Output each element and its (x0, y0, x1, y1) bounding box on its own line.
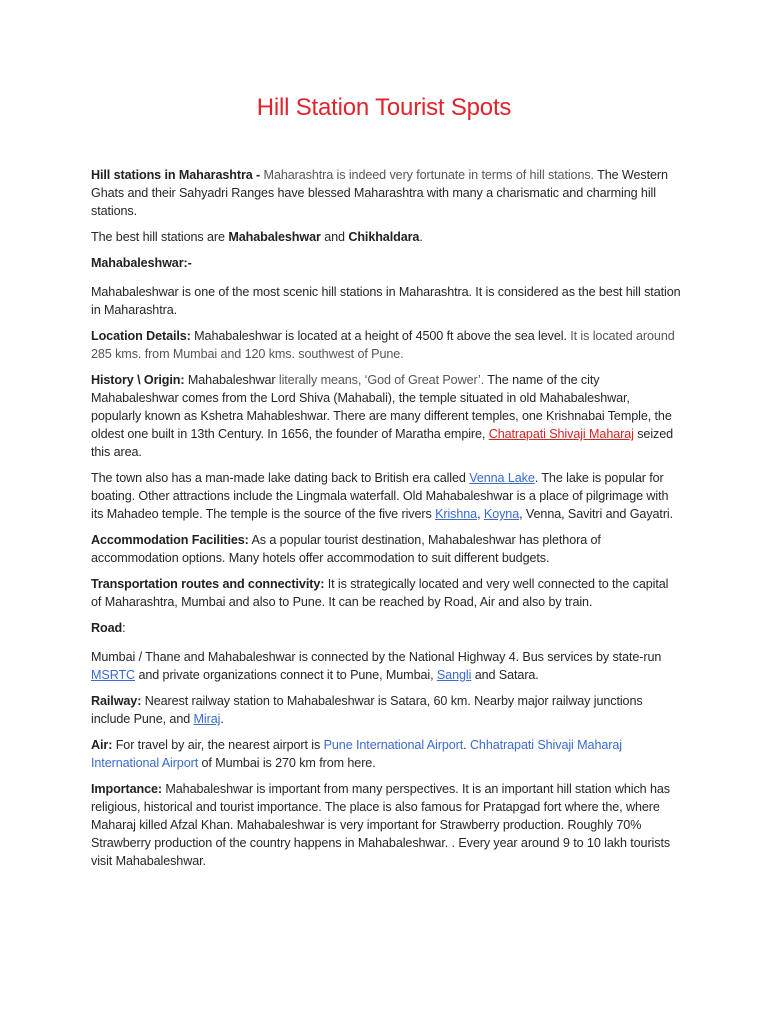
paragraph-location (91, 327, 681, 363)
text-transport: It is strategically located and very well connected to the capital of Maharashtra, Mumbai and also to Pune. It can be reached by Road, Air and also by train. (91, 577, 669, 609)
heading-road (91, 619, 681, 637)
paragraph-accommodation (91, 531, 681, 567)
label-accommodation: Accommodation Facilities: (91, 533, 249, 547)
paragraph-importance (91, 780, 681, 870)
heading-road-text: Road (91, 621, 123, 635)
label-hill-stations: Hill stations in Maharashtra - (91, 168, 261, 182)
link-msrtc[interactable]: MSRTC (91, 668, 136, 682)
text-air-3: of Mumbai is 270 km from here. (198, 756, 376, 770)
text-road-3: and Satara. (471, 668, 539, 682)
link-pune-airport[interactable]: Pune International Airport (323, 738, 464, 752)
text-importance: Mahabaleshwar is important from many perspectives. It is an important hill station which has religious, historical and tourist importance. The place is also famous for Pratapgad fort where the, where Maharaj killed Afzal Khan. Mahabaleshwar is very important for Strawberry production. Roughly 70% Strawberry production of the country happens in Mahabaleshwar. . Every year around 9 to 10 lakh tourists visit Mahabaleshwar. (91, 782, 671, 868)
link-mumbai-airport[interactable]: Chhatrapati Shivaji Maharaj International Airport (91, 738, 622, 770)
label-air: Air: (91, 738, 113, 752)
text-best-post: . (419, 230, 423, 244)
text-railway-1: Nearest railway station to Mahabaleshwar is Satara, 60 km. Nearby major railway junctions include Pune, and (91, 694, 643, 726)
text-accommodation: As a popular tourist destination, Mahabaleshwar has plethora of accommodation options. Many hotels offer accommodation to suit different budgets. (91, 533, 601, 565)
text-town-2: . The lake is popular for boating. Other attractions include the Lingmala waterfall. Old Mahabaleshwar is a place of pilgrimage with its Mahadeo temple. The temple is the source of the five rivers (91, 471, 669, 521)
document-body (91, 166, 681, 878)
page-title: Hill Station Tourist Spots (256, 94, 512, 121)
bold-chikhaldara: Chikhaldara (348, 230, 420, 244)
heading-mahabaleshwar (91, 254, 681, 272)
paragraph-best-hill-stations (91, 228, 681, 246)
text-history-4: seized this area. (91, 427, 674, 459)
paragraph-road (91, 648, 681, 684)
text-town-sep: , (477, 507, 484, 521)
label-importance: Importance: (91, 782, 162, 796)
text-hill-stations-2: The Western Ghats and their Sahyadri Ranges have blessed Maharashtra with many a charismatic and charming hill stations. (91, 168, 668, 218)
text-history-2: literally means, ‘God of Great Power’. (275, 373, 485, 387)
label-location: Location Details: (91, 329, 191, 343)
paragraph-hill-stations (91, 166, 681, 220)
label-history: History \ Origin: (91, 373, 185, 387)
text-hill-stations-1: Maharashtra is indeed very fortunate in terms of hill stations. (260, 168, 594, 182)
text-railway-2: . (220, 712, 224, 726)
paragraph-history (91, 371, 681, 461)
text-road-1: Mumbai / Thane and Mahabaleshwar is connected by the National Highway 4. Bus services by state-run (91, 650, 662, 664)
text-best-pre: The best hill stations are (91, 230, 229, 244)
link-koyna[interactable]: Koyna (483, 507, 520, 521)
text-town-1: The town also has a man-made lake dating back to British era called (91, 471, 470, 485)
heading-mahabaleshwar-text: Mahabaleshwar:- (91, 256, 192, 270)
link-miraj[interactable]: Miraj (193, 712, 221, 726)
bold-mahabaleshwar: Mahabaleshwar (228, 230, 321, 244)
link-shivaji-maharaj[interactable]: Chatrapati Shivaji Maharaj (488, 427, 634, 441)
paragraph-air (91, 736, 681, 772)
text-history-3: The name of the city Mahabaleshwar comes from the Lord Shiva (Mahabali), the temple situated in old Mahabaleshwar, popularly known as Kshetra Mahableshwar. There are many different temples, one Krishnabai Temple, the oldest one built in 13th Century. In 1656, the founder of Maratha empire, (91, 373, 672, 441)
paragraph-transport (91, 575, 681, 611)
text-town-3: , Venna, Savitri and Gayatri. (519, 507, 674, 521)
text-road-2: and private organizations connect it to Pune, Mumbai, (135, 668, 437, 682)
heading-road-colon: : (122, 621, 126, 635)
text-location-2: It is located around 285 kms. from Mumbai and 120 kms. southwest of Pune. (91, 329, 675, 361)
text-air-1: For travel by air, the nearest airport is (112, 738, 324, 752)
link-venna-lake[interactable]: Venna Lake (469, 471, 535, 485)
link-krishna[interactable]: Krishna (435, 507, 478, 521)
label-transport: Transportation routes and connectivity: (91, 577, 325, 591)
text-history-1: Mahabaleshwar (184, 373, 276, 387)
paragraph-railway (91, 692, 681, 728)
paragraph-mahabaleshwar-intro: Mahabaleshwar is one of the most scenic hill stations in Maharashtra. It is considered as the best hill station in Maharashtra. (91, 285, 681, 317)
link-sangli[interactable]: Sangli (436, 668, 472, 682)
text-best-mid: and (320, 230, 349, 244)
text-location-1: Mahabaleshwar is located at a height of 4500 ft above the sea level. (190, 329, 567, 343)
label-railway: Railway: (91, 694, 142, 708)
paragraph-town (91, 469, 681, 523)
text-air-2: . (463, 738, 470, 752)
